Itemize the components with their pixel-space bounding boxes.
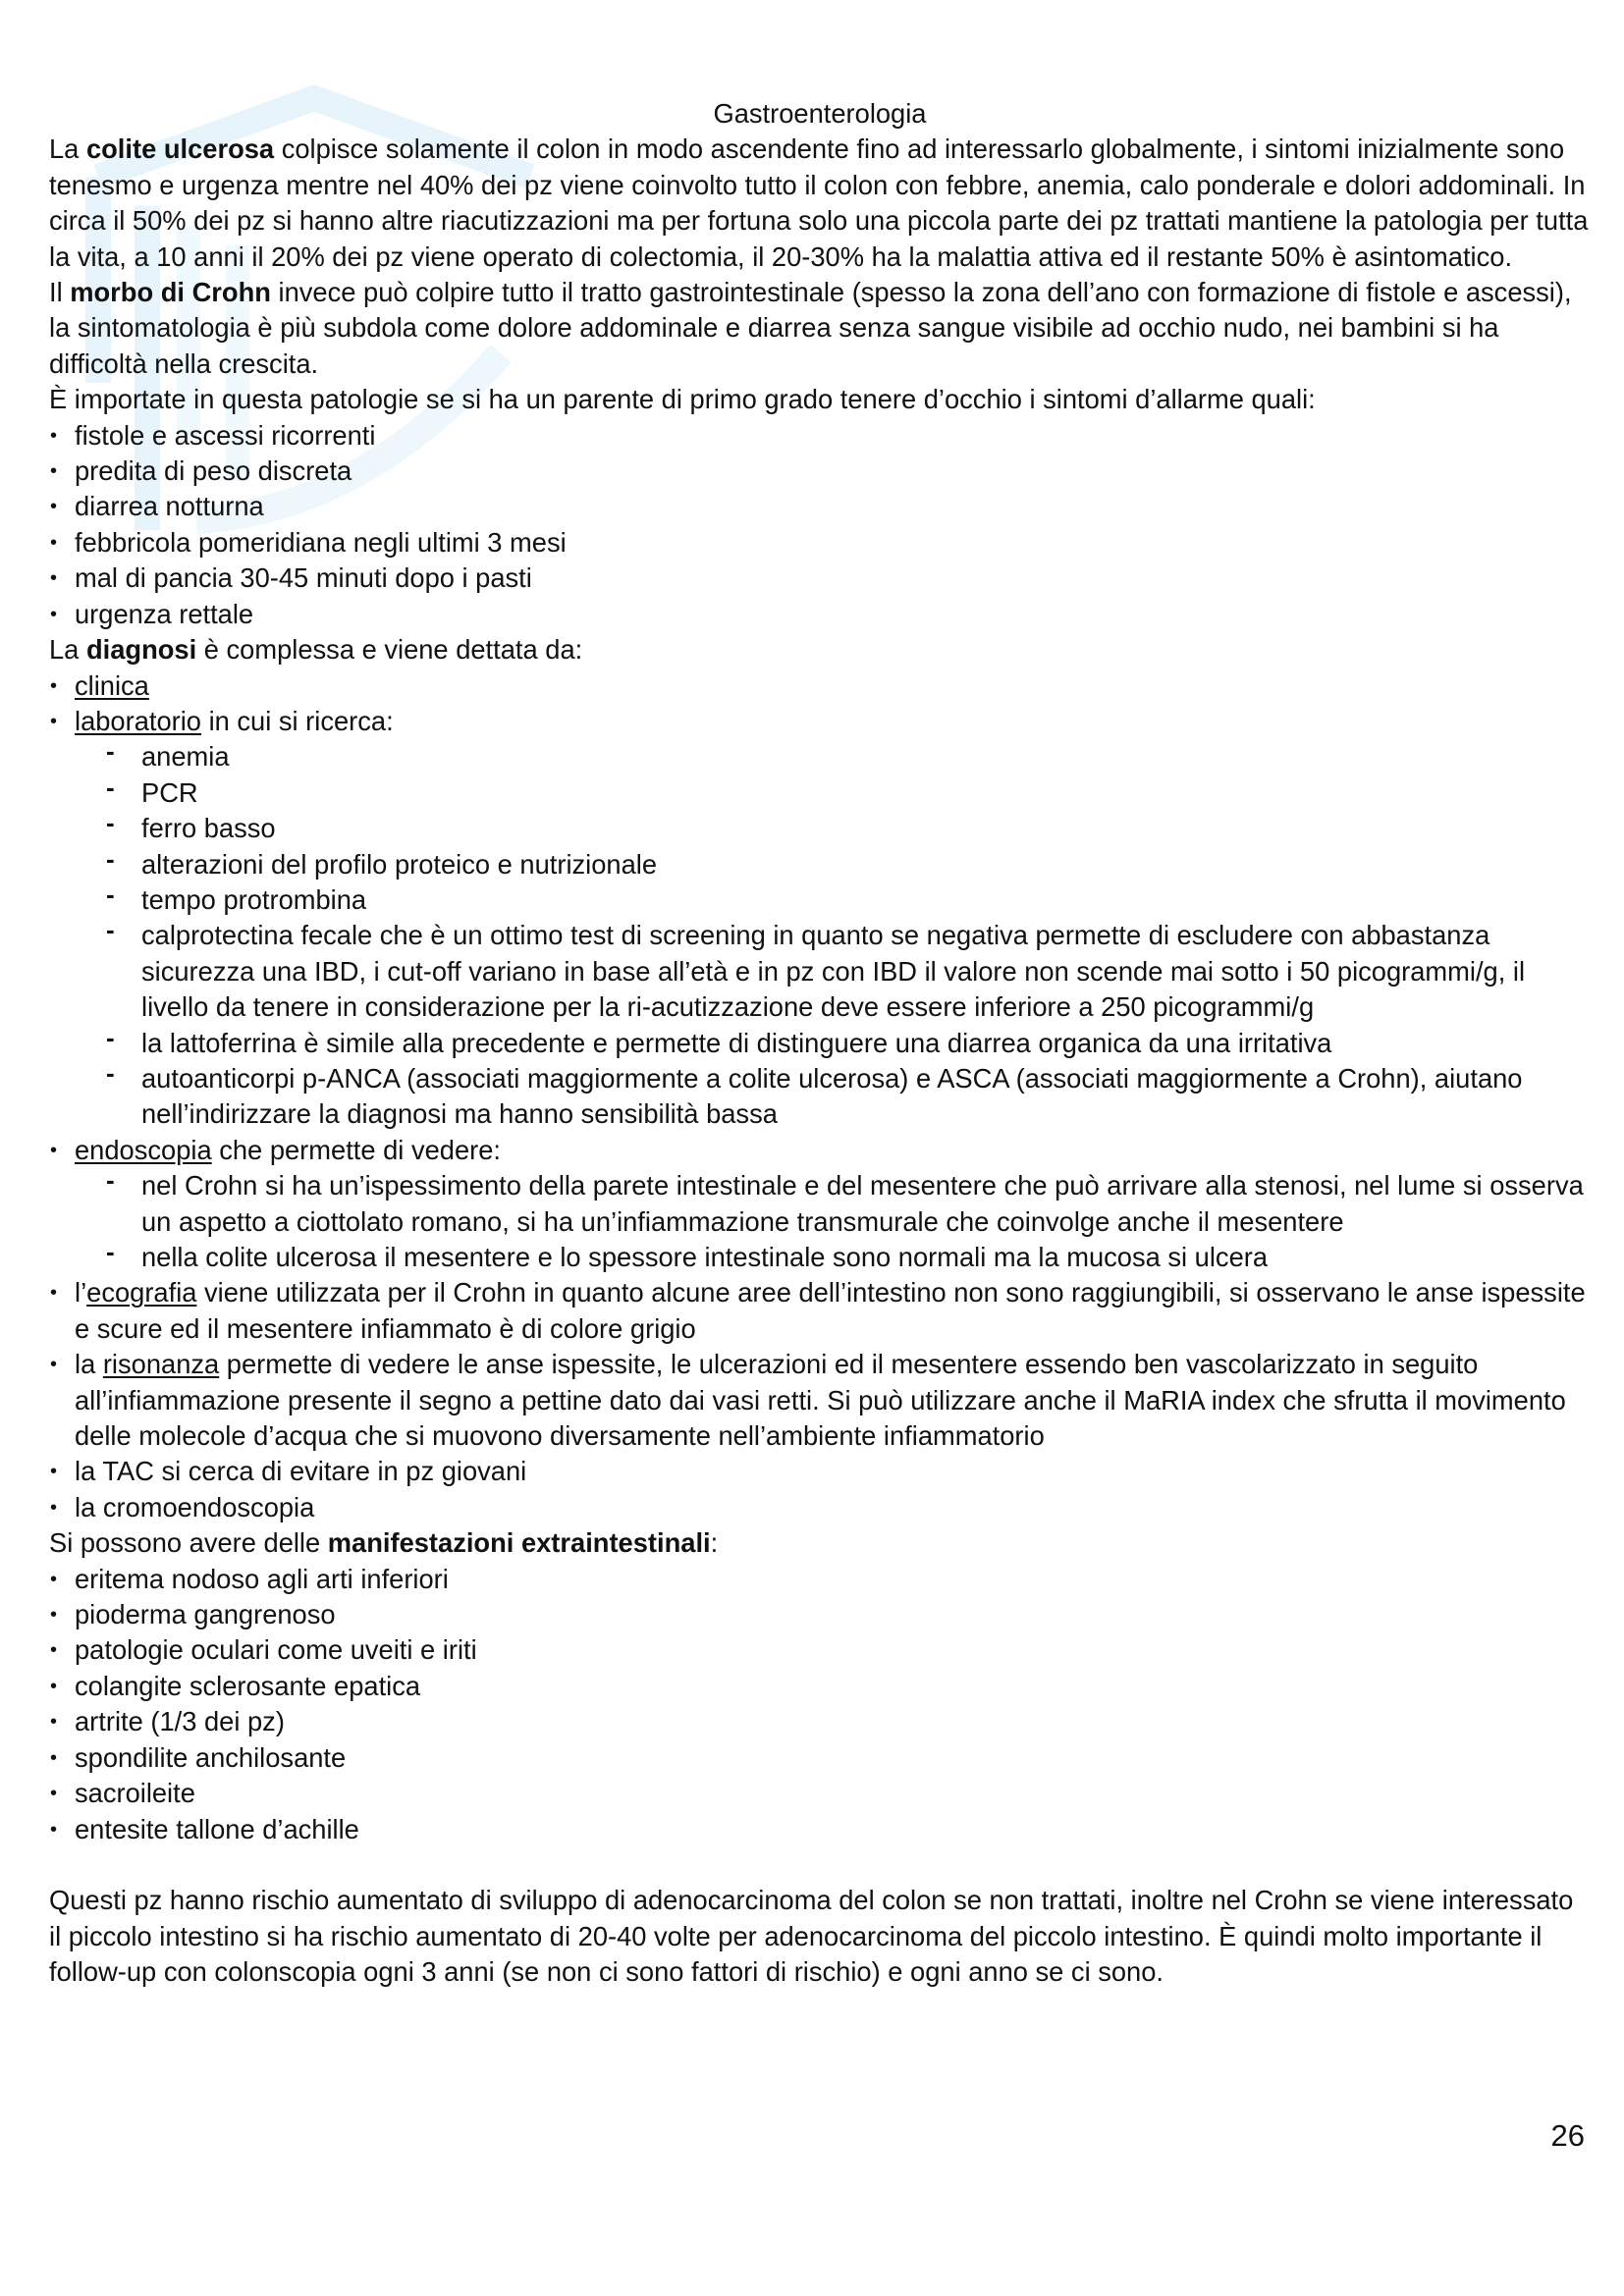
diagnosi-item-laboratorio: • laboratorio in cui si ricerca: - anemia - PCR - ferro basso - alterazioni del profilo proteico e nutrizionale - tempo protrombina - calprotectina fecale che è un ottimo test di screening in quanto se negativa permette di escludere con abbastanza sicurezza una IBD, i cut-off variano in base all’età e in pz con IBD il valore non scende mai sotto i 50 picogrammi/g, il livello da tenere in considerazione per la ri-acutizzazione deve essere inferiore a 250 picogrammi/g - la lattoferrina è simile alla precedente e permette di distinguere una diarrea organica da una irritativa - autoanticorpi p-ANCA (associati maggiormente a colite ulcerosa) e ASCA (associati maggiormente a Crohn), aiutano nell’indirizzare la diagnosi ma hanno sensibilità bassa — [49, 704, 1591, 1133]
list-item: • entesite tallone d’achille — [50, 1813, 359, 1844]
sublist-item: - calprotectina fecale che è un ottimo test di screening in quanto se negativa permette di escludere con abbastanza sicurezza una IBD, i cut-off variano in base all’età e in pz con IBD il valore non scende mai sotto i 50 picogrammi/g, il livello da tenere in considerazione per la ri-acutizzazione deve essere inferiore a 250 picogrammi/g — [106, 915, 1526, 1023]
sublist-item: - nel Crohn si ha un’ispessimento della parete intestinale e del mesentere che può arrivare alla stenosi, nel lume si osserva un aspetto a ciottolato romano, si ha un’infiammazione transmurale che coinvolge anche il mesentere — [106, 1165, 1584, 1237]
list-item: • fistole e ascessi ricorrenti — [50, 419, 376, 451]
laboratorio-sublist — [75, 736, 1591, 1132]
endoscopia-sublist — [75, 1165, 1591, 1275]
diagnosi-item-ecografia: • l’ecografia viene utilizzata per il Crohn in quanto alcune aree dell’intestino non sono raggiungibili, si osservano le anse ispessite e scure ed il mesentere infiammato è di colore grigio — [50, 1277, 1586, 1344]
list-item: • sacroileite — [50, 1778, 195, 1809]
list-item: • diarrea notturna — [50, 491, 264, 522]
paragraph-morbo-di-crohn: Il morbo di Crohn invece può colpire tutto il tratto gastrointestinale (spesso la zona dell’ano con formazione di fistole e ascessi), la sintomatologia è più subdola come dolore addominale e diarrea senza sangue visibile ad occhio nudo, nei bambini si ha difficoltà nella crescita. — [49, 277, 1572, 379]
spacer — [49, 1847, 1591, 1883]
diagnosi-item-risonanza: • la risonanza permette di vedere le anse ispessite, le ulcerazioni ed il mesentere essendo ben vascolarizzato in seguito all’infiammazione presente il segno a pettine dato dai vasi retti. Si può utilizzare anche il MaRIA index che sfrutta il movimento delle molecole d’acqua che si muovono diversamente nell’ambiente infiammatorio — [50, 1349, 1566, 1452]
list-item: • predita di peso discreta — [50, 455, 352, 487]
paragraph-colite-ulcerosa: La colite ulcerosa colpisce solamente il colon in modo ascendente fino ad interessarlo globalmente, i sintomi inizialmente sono tenesmo e urgenza mentre nel 40% dei pz viene coinvolto tutto il colon con febbre, anemia, calo ponderale e dolori addominali. In circa il 50% dei pz si hanno altre riacutizzazioni ma per fortuna solo una piccola parte dei pz trattati mantiene la patologia per tutta la vita, a 10 anni il 20% dei pz viene operato di colectomia, il 20-30% ha la malattia attiva ed il restante 50% è asintomatico. — [49, 133, 1589, 272]
list-item: • patologie oculari come uveiti e iriti — [50, 1634, 477, 1666]
sublist-item: - ferro basso — [106, 808, 276, 844]
alarm-symptoms-list — [49, 418, 1591, 632]
page-title: Gastroenterologia — [713, 98, 927, 129]
list-item: • febbricola pomeridiana negli ultimi 3 mesi — [50, 526, 567, 558]
extraintestinal-list — [49, 1562, 1591, 1847]
list-item: • pioderma gangrenoso — [50, 1599, 336, 1630]
sublist-item: - nella colite ulcerosa il mesentere e lo spessore intestinale sono normali ma la mucosa si ulcera — [106, 1237, 1269, 1272]
list-item: • colangite sclerosante epatica — [50, 1670, 421, 1701]
page-number: 26 — [1550, 2118, 1585, 2153]
paragraph-extraintestinali-intro: Si possono avere delle manifestazioni extraintestinali: — [49, 1527, 719, 1559]
page-content — [49, 96, 1591, 1991]
diagnosi-item-clinica: • clinica — [50, 669, 149, 701]
diagnosi-item-cromoendoscopia: • la cromoendoscopia — [50, 1491, 315, 1522]
paragraph-alarm-intro: È importate in questa patologie se si ha un parente di primo grado tenere d’occhio i sintomi d’allarme quali: — [49, 384, 1316, 415]
list-item: • eritema nodoso agli arti inferiori — [50, 1563, 449, 1594]
list-item: • spondilite anchilosante — [50, 1741, 347, 1773]
sublist-item: - tempo protrombina — [106, 879, 367, 915]
sublist-item: - autoanticorpi p-ANCA (associati maggiormente a colite ulcerosa) e ASCA (associati maggiormente a Crohn), aiutano nell’indirizzare la diagnosi ma hanno sensibilità bassa — [106, 1057, 1523, 1130]
paragraph-conclusion: Questi pz hanno rischio aumentato di sviluppo di adenocarcinoma del colon se non trattati, inoltre nel Crohn se viene interessato il piccolo intestino si ha rischio aumentato di 20-40 volte per adenocarcinoma del piccolo intestino. È quindi molto importante il follow-up con colonscopia ogni 3 anni (se non ci sono fattori di rischio) e ogni anno se ci sono. — [49, 1885, 1574, 1988]
list-item: • artrite (1/3 dei pz) — [50, 1706, 285, 1737]
diagnosi-item-endoscopia: • endoscopia che permette di vedere: - nel Crohn si ha un’ispessimento della parete intestinale e del mesentere che può arrivare alla stenosi, nel lume si osserva un aspetto a ciottolato romano, si ha un’infiammazione transmurale che coinvolge anche il mesentere - nella colite ulcerosa il mesentere e lo spessore intestinale sono normali ma la mucosa si ulcera — [49, 1133, 1591, 1276]
sublist-item: - la lattoferrina è simile alla precedente e permette di distinguere una diarrea organica da una irritativa — [106, 1022, 1332, 1058]
sublist-item: - anemia — [106, 736, 230, 773]
diagnosi-list — [49, 668, 1591, 1526]
paragraph-diagnosi-intro: La diagnosi è complessa e viene dettata da: — [49, 634, 583, 666]
diagnosi-item-tac: • la TAC si cerca di evitare in pz giovani — [50, 1456, 527, 1487]
list-item: • mal di pancia 30-45 minuti dopo i pasti — [50, 562, 532, 594]
list-item: • urgenza rettale — [50, 598, 254, 629]
sublist-item: - PCR — [106, 772, 198, 808]
sublist-item: - alterazioni del profilo proteico e nutrizionale — [106, 843, 658, 880]
